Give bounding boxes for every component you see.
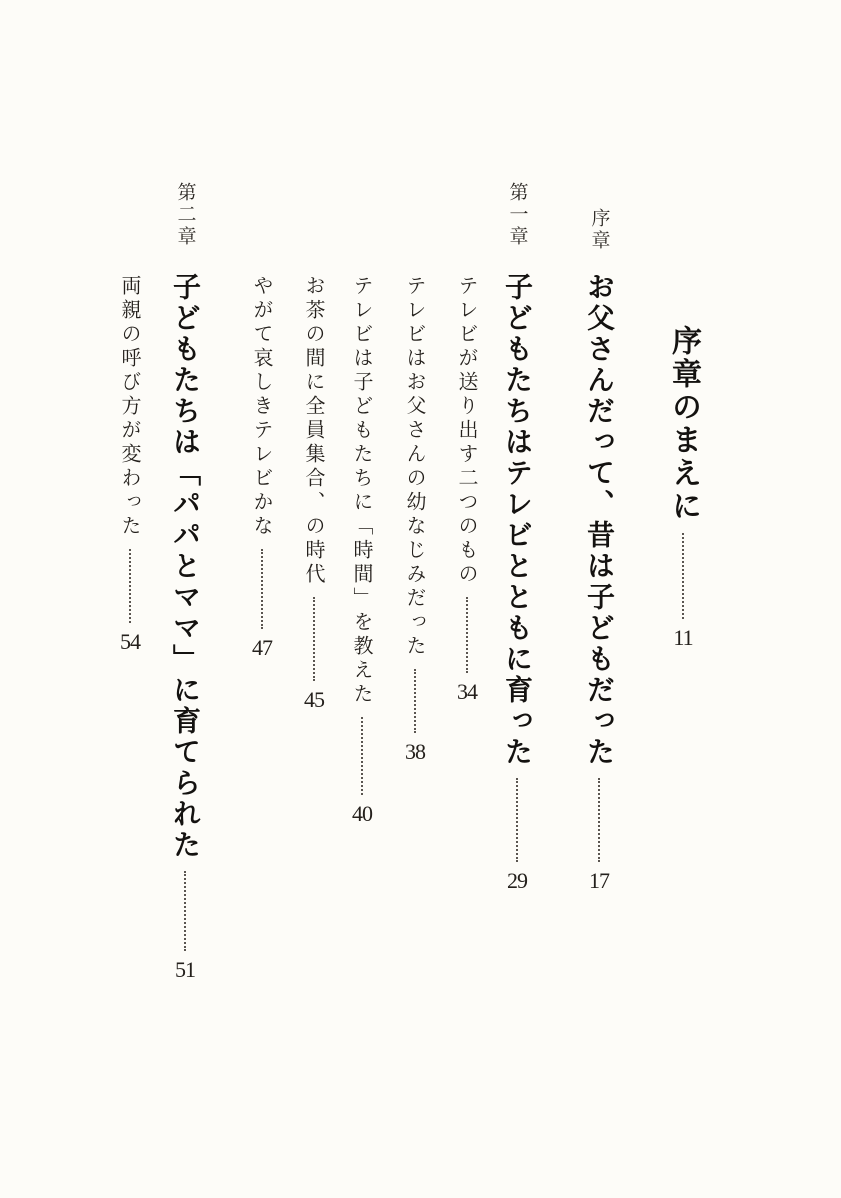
toc-entry-title: お父さんだって、昔は子どもだった <box>583 272 616 768</box>
dot-leader <box>361 717 363 795</box>
chapter-label: 第二章 <box>174 182 197 248</box>
dot-leader <box>184 871 186 951</box>
toc-entry-page: 29 <box>507 868 527 893</box>
toc-entry-chapter2[interactable] <box>165 272 205 983</box>
toc-section-title: お茶の間に全員集合、の時代 <box>302 275 326 587</box>
toc-entry-title: 子どもたちは「パパとママ」に育てられた <box>169 272 202 861</box>
dot-leader <box>516 778 518 862</box>
toc-section-page: 34 <box>457 679 477 704</box>
dot-leader <box>414 669 416 733</box>
dot-leader <box>313 597 315 681</box>
toc-section-title: やがて哀しきテレビかな <box>250 275 274 539</box>
toc-section-title: テレビはお父さんの幼なじみだった <box>403 275 427 659</box>
chapter-label-chapter2 <box>170 182 200 248</box>
chapter-label-chapter1 <box>502 182 532 248</box>
toc-entry-page: 51 <box>175 957 195 982</box>
chapter-label: 序章 <box>588 208 611 252</box>
dot-leader <box>598 778 600 862</box>
toc-entry-title: 序章のまえに <box>666 325 701 523</box>
toc-entry-title: 子どもたちはテレビとともに育った <box>501 272 534 768</box>
chapter-label: 第一章 <box>506 182 529 248</box>
toc-entry-prologue[interactable] <box>579 272 619 894</box>
toc-section-1-2[interactable] <box>400 275 430 765</box>
toc-section-2-1[interactable] <box>115 275 145 655</box>
toc-section-page: 47 <box>252 635 272 660</box>
toc-section-page: 40 <box>352 801 372 826</box>
toc-entry-front[interactable] <box>663 325 703 651</box>
toc-section-title: 両親の呼び方が変わった <box>118 275 142 539</box>
toc-section-page: 38 <box>405 739 425 764</box>
dot-leader <box>261 549 263 629</box>
dot-leader <box>129 549 131 623</box>
toc-section-1-3[interactable] <box>347 275 377 827</box>
toc-entry-page: 17 <box>589 868 609 893</box>
chapter-label-prologue <box>584 208 614 252</box>
toc-section-title: テレビが送り出す二つのもの <box>455 275 479 587</box>
toc-section-title: テレビは子どもたちに「時間」を教えた <box>350 275 374 707</box>
toc-section-1-5[interactable] <box>247 275 277 661</box>
toc-entry-page: 11 <box>673 625 693 650</box>
toc-section-page: 54 <box>120 629 140 654</box>
toc-section-page: 45 <box>304 687 324 712</box>
toc-section-1-1[interactable] <box>452 275 482 705</box>
dot-leader <box>682 533 684 619</box>
toc-entry-chapter1[interactable] <box>497 272 537 894</box>
toc-section-1-4[interactable] <box>299 275 329 713</box>
dot-leader <box>466 597 468 673</box>
